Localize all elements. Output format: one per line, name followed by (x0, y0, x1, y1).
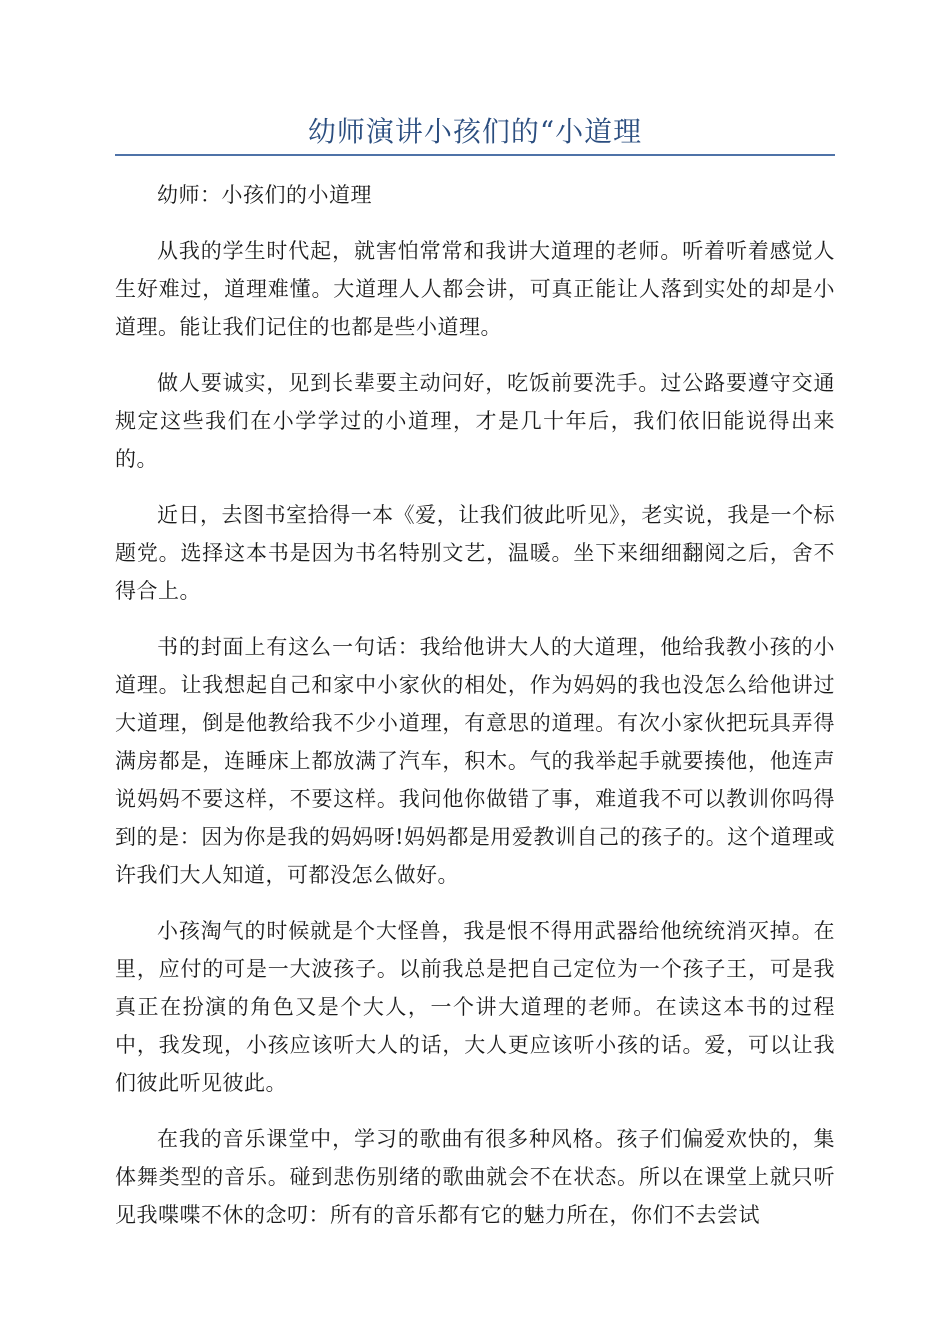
body-paragraph: 近日，去图书室拾得一本《爱，让我们彼此听见》，老实说，我是一个标题党。选择这本书是因为书名特别文艺，温暖。坐下来细细翻阅之后，舍不得合上。 (115, 503, 835, 603)
body-paragraph: 做人要诚实，见到长辈要主动问好，吃饭前要洗手。过公路要遵守交通规定这些我们在小学学过的小道理，才是几十年后，我们依旧能说得出来的。 (115, 371, 835, 471)
body-paragraph: 小孩淘气的时候就是个大怪兽，我是恨不得用武器给他统统消灭掉。在里，应付的可是一大波孩子。以前我总是把自己定位为一个孩子王，可是我真正在扮演的角色又是个大人，一个讲大道理的老师。在读这本书的过程中，我发现，小孩应该听大人的话，大人更应该听小孩的话。爱，可以让我们彼此听见彼此。 (115, 919, 835, 1095)
subtitle-paragraph: 幼师：小孩们的小道理 (157, 183, 372, 207)
title-underline (115, 154, 835, 156)
document-body (115, 176, 835, 1252)
document-title: 幼师演讲小孩们的“小道理 (307, 115, 643, 148)
body-paragraph: 在我的音乐课堂中，学习的歌曲有很多种风格。孩子们偏爱欢快的，集体舞类型的音乐。碰到悲伤别绪的歌曲就会不在状态。所以在课堂上就只听见我喋喋不休的念叨：所有的音乐都有它的魅力所在，你们不去尝试 (115, 1127, 835, 1227)
body-paragraph: 从我的学生时代起，就害怕常常和我讲大道理的老师。听着听着感觉人生好难过，道理难懂。大道理人人都会讲，可真正能让人落到实处的却是小道理。能让我们记住的也都是些小道理。 (115, 239, 835, 339)
body-paragraph: 书的封面上有这么一句话：我给他讲大人的大道理，他给我教小孩的小道理。让我想起自己和家中小家伙的相处，作为妈妈的我也没怎么给他讲过大道理，倒是他教给我不少小道理，有意思的道理。有次小家伙把玩具弄得满房都是，连睡床上都放满了汽车，积木。气的我举起手就要揍他，他连声说妈妈不要这样，不要这样。我问他你做错了事，难道我不可以教训你吗得到的是：因为你是我的妈妈呀!妈妈都是用爱教训自己的孩子的。这个道理或许我们大人知道，可都没怎么做好。 (115, 635, 835, 887)
